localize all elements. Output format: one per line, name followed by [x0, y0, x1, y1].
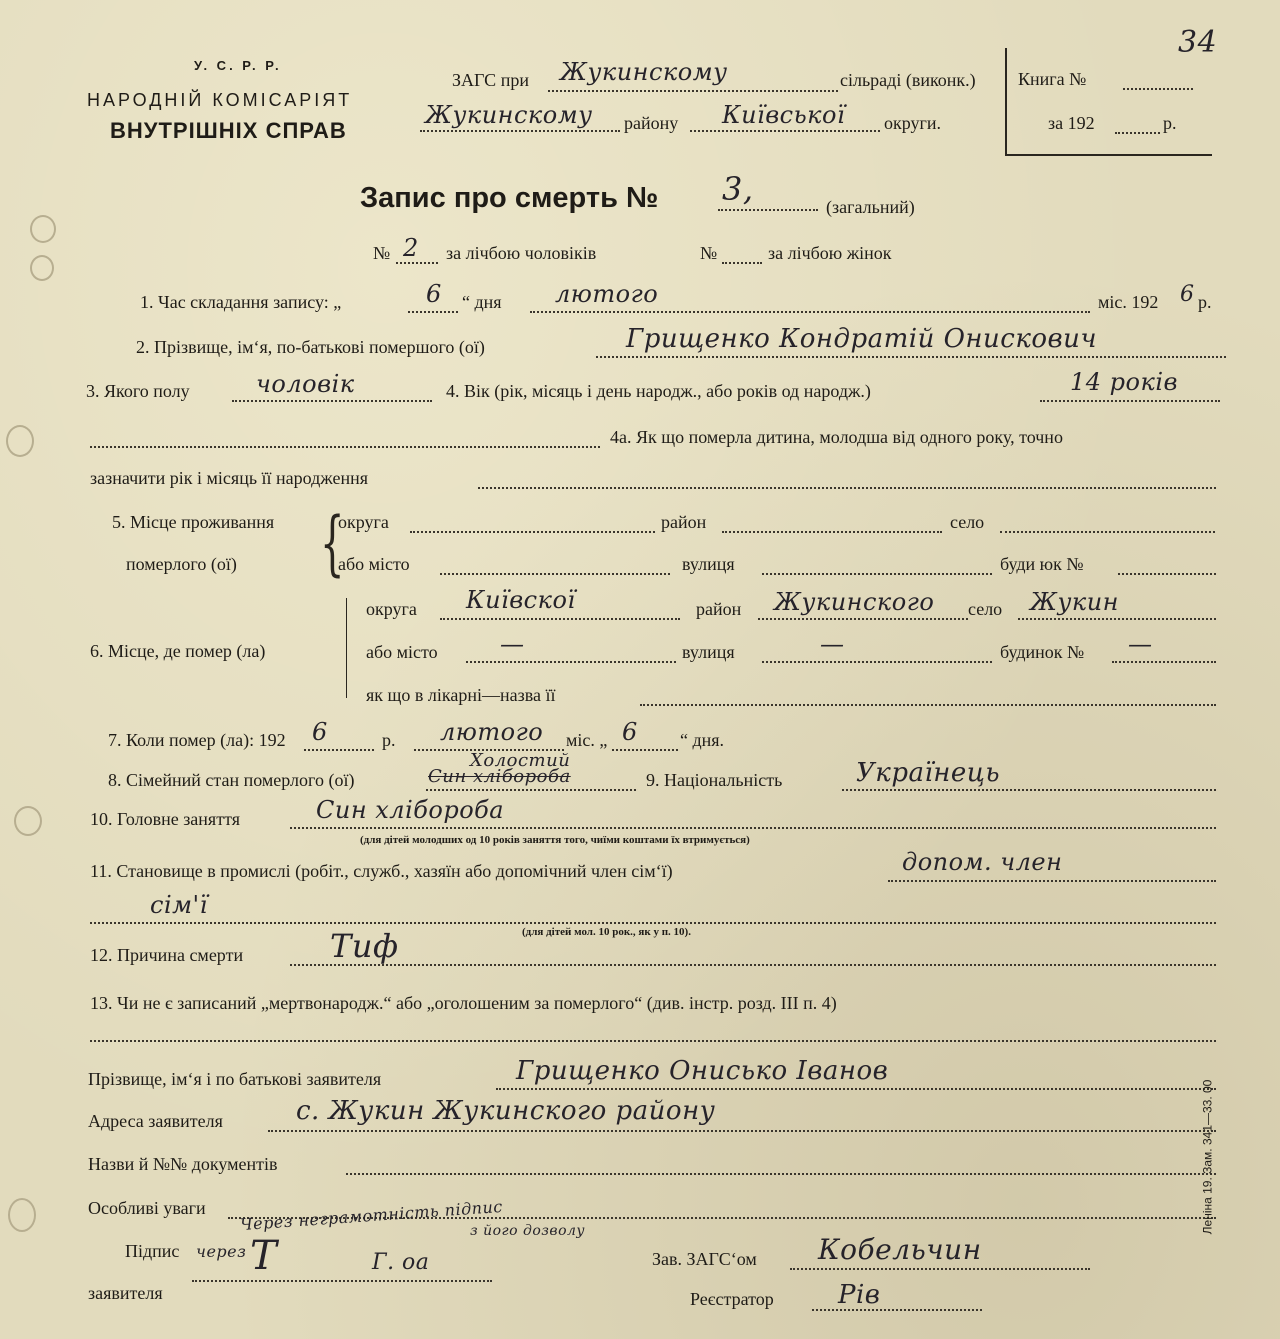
book-year-label: за 192 — [1048, 113, 1095, 133]
raionu-label: району — [624, 113, 679, 133]
field-2-label: 2. Прізвище, ім‘я, по-батькові помершого (ої) — [136, 337, 485, 357]
family-status-handwritten: Син хлібороба — [428, 766, 571, 787]
field-1-day: 6 — [426, 280, 442, 308]
field-7-mis: міс. „ — [566, 730, 608, 750]
death-day-handwritten: 6 — [622, 718, 638, 746]
documents-label: Назви й №№ документів — [88, 1154, 278, 1174]
punch-hole — [14, 806, 42, 836]
applicant-address-label: Адреса заявителя — [88, 1111, 223, 1131]
field-3-label: 3. Якого полу — [86, 381, 190, 401]
field-1-label: 1. Час складання запису: „ — [140, 292, 342, 312]
death-selo-handwritten: Жукин — [1030, 588, 1119, 616]
applicant-signature-note: Через неграмотність підпис — [239, 1196, 504, 1235]
signature-label-2: заявителя — [88, 1283, 163, 1303]
field-4a-continuation: зазначити рік і місяць її народження — [90, 468, 369, 488]
registrar-label: Реєстратор — [690, 1289, 774, 1309]
okruha-handwritten: Київської — [722, 101, 846, 129]
field-5-label-2: померлого (ої) — [126, 554, 237, 574]
applicant-name-handwritten: Грищенко Онисько Іванов — [516, 1056, 889, 1086]
field-12-label: 12. Причина смерти — [90, 945, 244, 965]
field-5-brace: { — [320, 502, 345, 584]
punch-hole — [6, 425, 34, 457]
book-label: Книга № — [1018, 69, 1087, 89]
field-11-note: (для дітей мол. 10 рок., як у п. 10). — [522, 926, 691, 938]
field-5-label: 5. Місце проживання — [112, 512, 275, 532]
field-6-selo-label: село — [968, 599, 1003, 619]
field-5-budynok-label: буди юк № — [1000, 554, 1084, 574]
signature-label: Підпис — [125, 1241, 180, 1261]
field-11-label: 11. Становище в промислі (робіт., служб., хазяїн або допомічний член сім‘ї) — [90, 861, 673, 881]
field-7-dnia: “ дня. — [680, 730, 725, 750]
cause-handwritten: Тиф — [330, 927, 399, 965]
side-print: Леніна 19. Зам. 341—33. 00 — [1200, 1079, 1215, 1235]
age-handwritten: 14 років — [1070, 368, 1178, 396]
field-13-label: 13. Чи не є записаний „мертвонародж.“ або „оголошеним за померлого“ (див. інстр. розд. III п. 4) — [90, 993, 837, 1013]
record-title: Запис про смерть № — [360, 182, 659, 214]
men-count-label: за лічбою чоловіків — [446, 243, 597, 263]
applicant-signature-prefix: через — [196, 1242, 247, 1261]
record-number-handwritten: 3, — [722, 170, 754, 208]
field-7-r: р. — [382, 730, 396, 750]
field-5-misto-label: або місто — [338, 554, 410, 574]
field-8-label: 8. Сімейний стан померлого (ої) — [108, 770, 355, 790]
position-continuation-handwritten: сім'ї — [150, 891, 208, 919]
district-handwritten: Жукинскому — [425, 101, 593, 129]
commissariat-label: НАРОДНІЙ КОМІСАРІЯТ — [87, 90, 353, 110]
men-count-handwritten: 2 — [403, 234, 419, 262]
field-5-vulytsia-label: вулиця — [682, 554, 735, 574]
okruhy-label: округи. — [884, 113, 942, 133]
field-6-okruha-label: округа — [366, 599, 417, 619]
field-4-label: 4. Вік (рік, місяць і день народж., або років од народж.) — [446, 381, 871, 401]
book-box — [1005, 48, 1212, 156]
applicant-signature-initials: Г. оа — [372, 1250, 430, 1275]
head-signature-handwritten: Кобельчин — [818, 1233, 982, 1266]
field-6-label: 6. Місце, де помер (ла) — [90, 641, 266, 661]
internal-affairs-label: ВНУТРІШНІХ СПРАВ — [110, 118, 347, 143]
field-5-selo-label: село — [950, 512, 985, 532]
field-6-hospital-label: як що в лікарні—назва її — [366, 685, 556, 705]
death-month-handwritten: лютого — [440, 718, 544, 746]
zags-pry-label: ЗАГС при — [452, 70, 529, 90]
field-4a-label: 4а. Як що померла дитина, молодша від одного року, точно — [610, 427, 1063, 447]
book-year-suffix: р. — [1163, 113, 1177, 133]
field-6-bracket — [346, 598, 355, 698]
page-number: 34 — [1178, 25, 1218, 60]
field-9-label: 9. Національність — [646, 770, 783, 790]
applicant-name-label: Прізвище, ім‘я і по батькові заявителя — [88, 1069, 382, 1089]
field-1-year-digit: 6 — [1180, 282, 1195, 307]
applicant-address-handwritten: с. Жукин Жукинского району — [296, 1096, 716, 1126]
field-1-month: лютого — [555, 280, 659, 308]
ussr-label: У. С. Р. Р. — [194, 58, 282, 73]
applicant-signature-note-2: з його дозволу — [470, 1223, 586, 1239]
death-vulytsia-dash: — — [820, 630, 845, 658]
men-count-prefix: № — [373, 243, 391, 263]
field-7-label: 7. Коли помер (ла): 192 — [108, 730, 286, 750]
sex-handwritten: чоловік — [256, 370, 355, 398]
applicant-signature-mark: Т — [250, 1233, 278, 1279]
field-5-raion-label: район — [661, 512, 707, 532]
field-1-year-suffix: р. — [1198, 292, 1212, 312]
position-handwritten: допом. член — [902, 848, 1063, 876]
death-okruha-handwritten: Київскої — [466, 586, 576, 614]
death-year-digit: 6 — [312, 718, 328, 746]
punch-hole — [30, 215, 56, 243]
death-budynok-dash: — — [1128, 630, 1153, 658]
remarks-label: Особливі уваги — [88, 1198, 206, 1218]
field-5-okruha-label: округа — [338, 512, 389, 532]
field-6-vulytsia-label: вулиця — [682, 642, 735, 662]
occupation-handwritten: Син хлібороба — [316, 796, 505, 824]
head-label: Зав. ЗАГС‘ом — [652, 1249, 757, 1269]
field-1-quote: “ дня — [462, 292, 502, 312]
registrar-signature-handwritten: Рів — [838, 1280, 881, 1310]
death-raion-handwritten: Жукинского — [774, 588, 935, 616]
death-misto-dash: — — [500, 630, 525, 658]
deceased-name-handwritten: Грищенко Кондратій Онискович — [626, 324, 1098, 354]
village-council-handwritten: Жукинскому — [560, 58, 728, 86]
punch-hole — [8, 1198, 36, 1232]
field-6-misto-label: або місто — [366, 642, 438, 662]
nationality-handwritten: Українець — [856, 758, 1001, 788]
family-status-above-handwritten: Холостий — [470, 750, 571, 771]
field-6-raion-label: район — [696, 599, 742, 619]
field-6-budynok-label: будинок № — [1000, 642, 1085, 662]
field-10-note: (для дітей молодших од 10 років заняття того, чиїми коштами їх втримується) — [360, 834, 750, 846]
field-10-label: 10. Головне заняття — [90, 809, 240, 829]
women-count-label: за лічбою жінок — [768, 243, 892, 263]
record-general-label: (загальний) — [826, 197, 915, 217]
punch-hole — [30, 255, 54, 281]
women-count-prefix: № — [700, 243, 718, 263]
silradi-label: сільраді (виконк.) — [840, 70, 976, 90]
field-1-month-label: міс. 192 — [1098, 292, 1159, 312]
